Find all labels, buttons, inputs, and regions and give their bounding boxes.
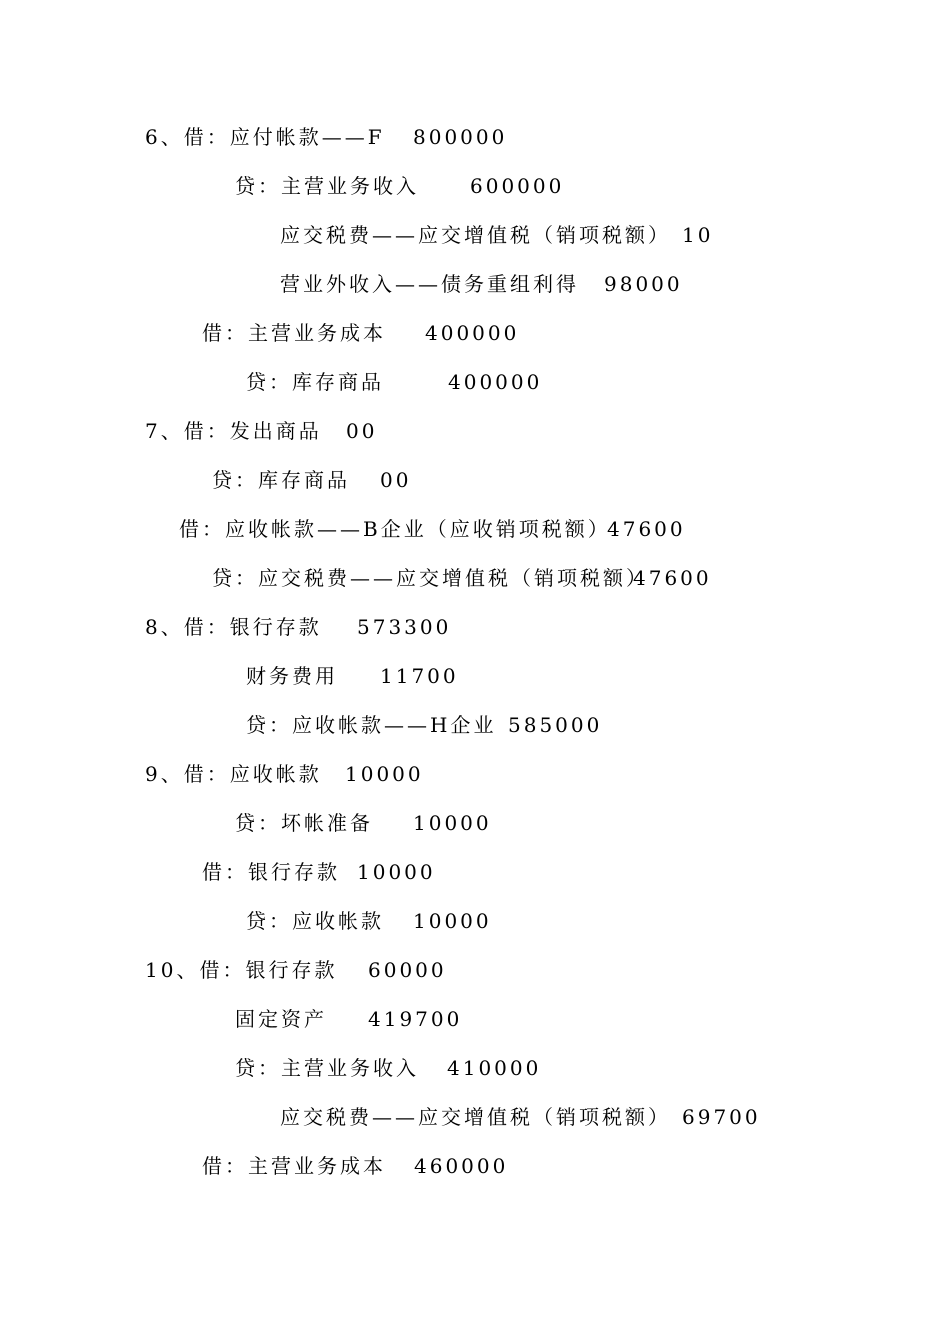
- account-text: 8、借：银行存款: [145, 615, 322, 639]
- account-text: 借：主营业务成本: [202, 321, 386, 345]
- account-text: 贷：坏帐准备: [235, 811, 373, 835]
- account-text: 9、借：应收帐款: [145, 762, 322, 786]
- amount-text: 60000: [368, 958, 447, 982]
- account-text: 贷：主营业务收入: [235, 1056, 419, 1080]
- amount-text: 400000: [425, 321, 520, 345]
- account-text: 贷：应收帐款——H企业: [246, 713, 497, 737]
- amount-text: 47600: [607, 517, 686, 541]
- account-text: 贷：库存商品: [246, 370, 384, 394]
- amount-text: 98000: [604, 272, 683, 296]
- account-text: 营业外收入——债务重组利得: [280, 272, 579, 296]
- amount-text: 47600: [633, 566, 712, 590]
- amount-text: 419700: [368, 1007, 463, 1031]
- amount-text: 10000: [345, 762, 424, 786]
- account-text: 固定资产: [235, 1007, 327, 1031]
- account-text: 贷：主营业务收入: [235, 174, 419, 198]
- account-text: 借：银行存款: [202, 860, 340, 884]
- account-text: 贷：应收帐款: [246, 909, 384, 933]
- account-text: 借：应收帐款——B企业（应收销项税额）: [179, 517, 611, 541]
- amount-text: 10000: [357, 860, 436, 884]
- amount-text: 00: [346, 419, 378, 443]
- account-text: 10、借：银行存款: [145, 958, 338, 982]
- account-text: 财务费用: [246, 664, 338, 688]
- amount-text: 573300: [357, 615, 452, 639]
- account-text: 应交税费——应交增值税（销项税额）: [280, 1105, 671, 1129]
- amount-text: 585000: [508, 713, 603, 737]
- account-text: 贷：应交税费——应交增值税（销项税额）: [212, 566, 649, 590]
- amount-text: 410000: [447, 1056, 542, 1080]
- amount-text: 10000: [413, 811, 492, 835]
- amount-text: 800000: [413, 125, 508, 149]
- account-text: 应交税费——应交增值税（销项税额）: [280, 223, 671, 247]
- account-text: 借：主营业务成本: [202, 1154, 386, 1178]
- journal-line: [202, 1153, 509, 1257]
- amount-text: 10000: [413, 909, 492, 933]
- account-text: 6、借：应付帐款——F: [145, 125, 385, 149]
- amount-text: 460000: [414, 1154, 509, 1178]
- amount-text: 10: [682, 223, 714, 247]
- amount-text: 600000: [470, 174, 565, 198]
- account-text: 贷：库存商品: [212, 468, 350, 492]
- account-text: 7、借：发出商品: [145, 419, 322, 443]
- amount-text: 69700: [682, 1105, 761, 1129]
- amount-text: 400000: [448, 370, 543, 394]
- amount-text: 11700: [380, 664, 459, 688]
- amount-text: 00: [380, 468, 412, 492]
